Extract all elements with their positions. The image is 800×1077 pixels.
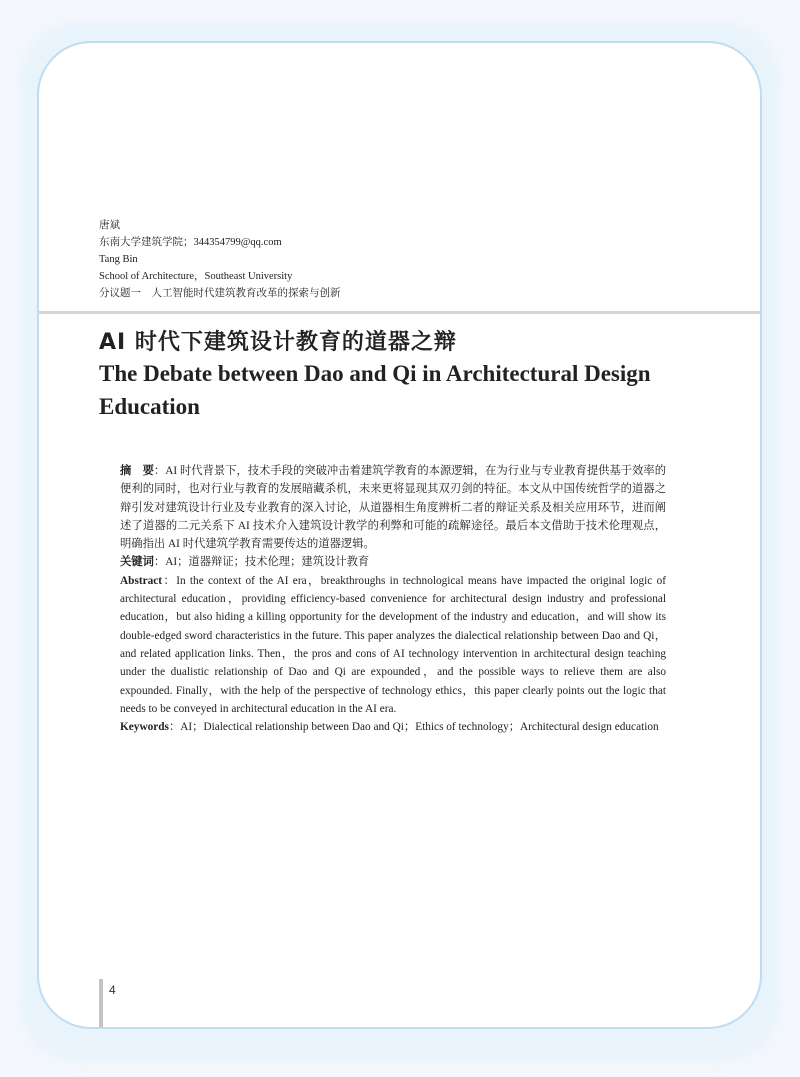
page-number-bar — [99, 979, 103, 1029]
abstract-section — [120, 462, 666, 736]
paper-page — [37, 41, 762, 1029]
keywords-en-text: AI；Dialectical relationship between Dao and Qi；Ethics of technology；Architectural design education — [180, 721, 659, 734]
abstract-en: Abstract：In the context of the AI era，breakthroughs in technological means have impacted the original logic of architectural education，providing efficiency-based convenience for architectural design industry and professional education，but also hiding a killing opportunity for the development of the industry and education，and will show its double-edged sword characteristics in the future. This paper analyzes the dialectical relationship between Dao and Qi，and related application links. Then，the pros and cons of AI technology intervention in architectural design teaching under the dualistic relationship of Dao and Qi are expounded，and the possible ways to relieve them are also expounded. Finally，with the help of the perspective of technology ethics，this paper clearly points out the logic that needs to be conveyed in architectural education in the AI era. — [120, 574, 666, 715]
abstract-cn-label: 摘 要 — [120, 465, 154, 477]
keywords-en-label: Keywords — [120, 721, 169, 734]
keywords-en: Keywords：AI；Dialectical relationship between Dao and Qi；Ethics of technology；Architectural design education — [120, 721, 659, 734]
header-divider — [39, 311, 762, 314]
author-info — [99, 217, 341, 302]
title-english: The Debate between Dao and Qi in Architectural Design Education — [99, 361, 651, 419]
author-affiliation-en: School of Architecture，Southeast University — [99, 271, 293, 282]
author-affiliation-cn: 东南大学建筑学院；344354799@qq.com — [99, 237, 282, 248]
topic-line: 分议题一 人工智能时代建筑教育改革的探索与创新 — [99, 288, 341, 299]
keywords-cn-text: AI；道器辩证；技术伦理；建筑设计教育 — [165, 556, 370, 569]
title-chinese: AI 时代下建筑设计教育的道器之辩 — [99, 330, 457, 355]
author-name-en: Tang Bin — [99, 254, 138, 265]
keywords-cn-label: 关键词 — [120, 556, 154, 569]
abstract-en-label: Abstract — [120, 574, 163, 587]
abstract-cn-text: AI 时代背景下，技术手段的突破冲击着建筑学教育的本源逻辑，在为行业与专业教育提供基于效率的便利的同时，也对行业与教育的发展暗藏杀机，未来更将显现其双刃剑的特征。本文从中国传统哲学的道器之辩引发对建筑设计行业及专业教育的深入讨论，从道器相生角度辨析二者的辩证关系及相关应用环节，进而阐述了道器的二元关系下 AI 技术介入建筑设计教学的利弊和可能的疏解途径。最后本文借助于技术伦理观点，明确指出 AI 时代建筑学教育需要传达的道器逻辑。 — [120, 465, 666, 551]
abstract-en-text: In the context of the AI era，breakthroughs in technological means have impacted the original logic of architectural education，providing efficiency-based convenience for architectural design industry and professional education，but also hiding a killing opportunity for the development of the industry and education，and will show its double-edged sword characteristics in the future. This paper analyzes the dialectical relationship between Dao and Qi，and related application links. Then，the pros and cons of AI technology intervention in architectural design teaching under the dualistic relationship of Dao and Qi are expounded，and the possible ways to relieve them are also expounded. Finally，with the help of the perspective of technology ethics，this paper clearly points out the logic that needs to be conveyed in architectural education in the AI era. — [120, 574, 666, 715]
keywords-cn: 关键词：AI；道器辩证；技术伦理；建筑设计教育 — [120, 556, 370, 569]
page-number: 4 — [109, 983, 116, 997]
abstract-cn: 摘 要：AI 时代背景下，技术手段的突破冲击着建筑学教育的本源逻辑，在为行业与专业教育提供基于效率的便利的同时，也对行业与教育的发展暗藏杀机，未来更将显现其双刃剑的特征。本文从中国传统哲学的道器之辩引发对建筑设计行业及专业教育的深入讨论，从道器相生角度辨析二者的辩证关系及相关应用环节，进而阐述了道器的二元关系下 AI 技术介入建筑设计教学的利弊和可能的疏解途径。最后本文借助于技术伦理观点，明确指出 AI 时代建筑学教育需要传达的道器逻辑。 — [120, 465, 666, 551]
author-name-cn: 唐斌 — [99, 220, 120, 231]
